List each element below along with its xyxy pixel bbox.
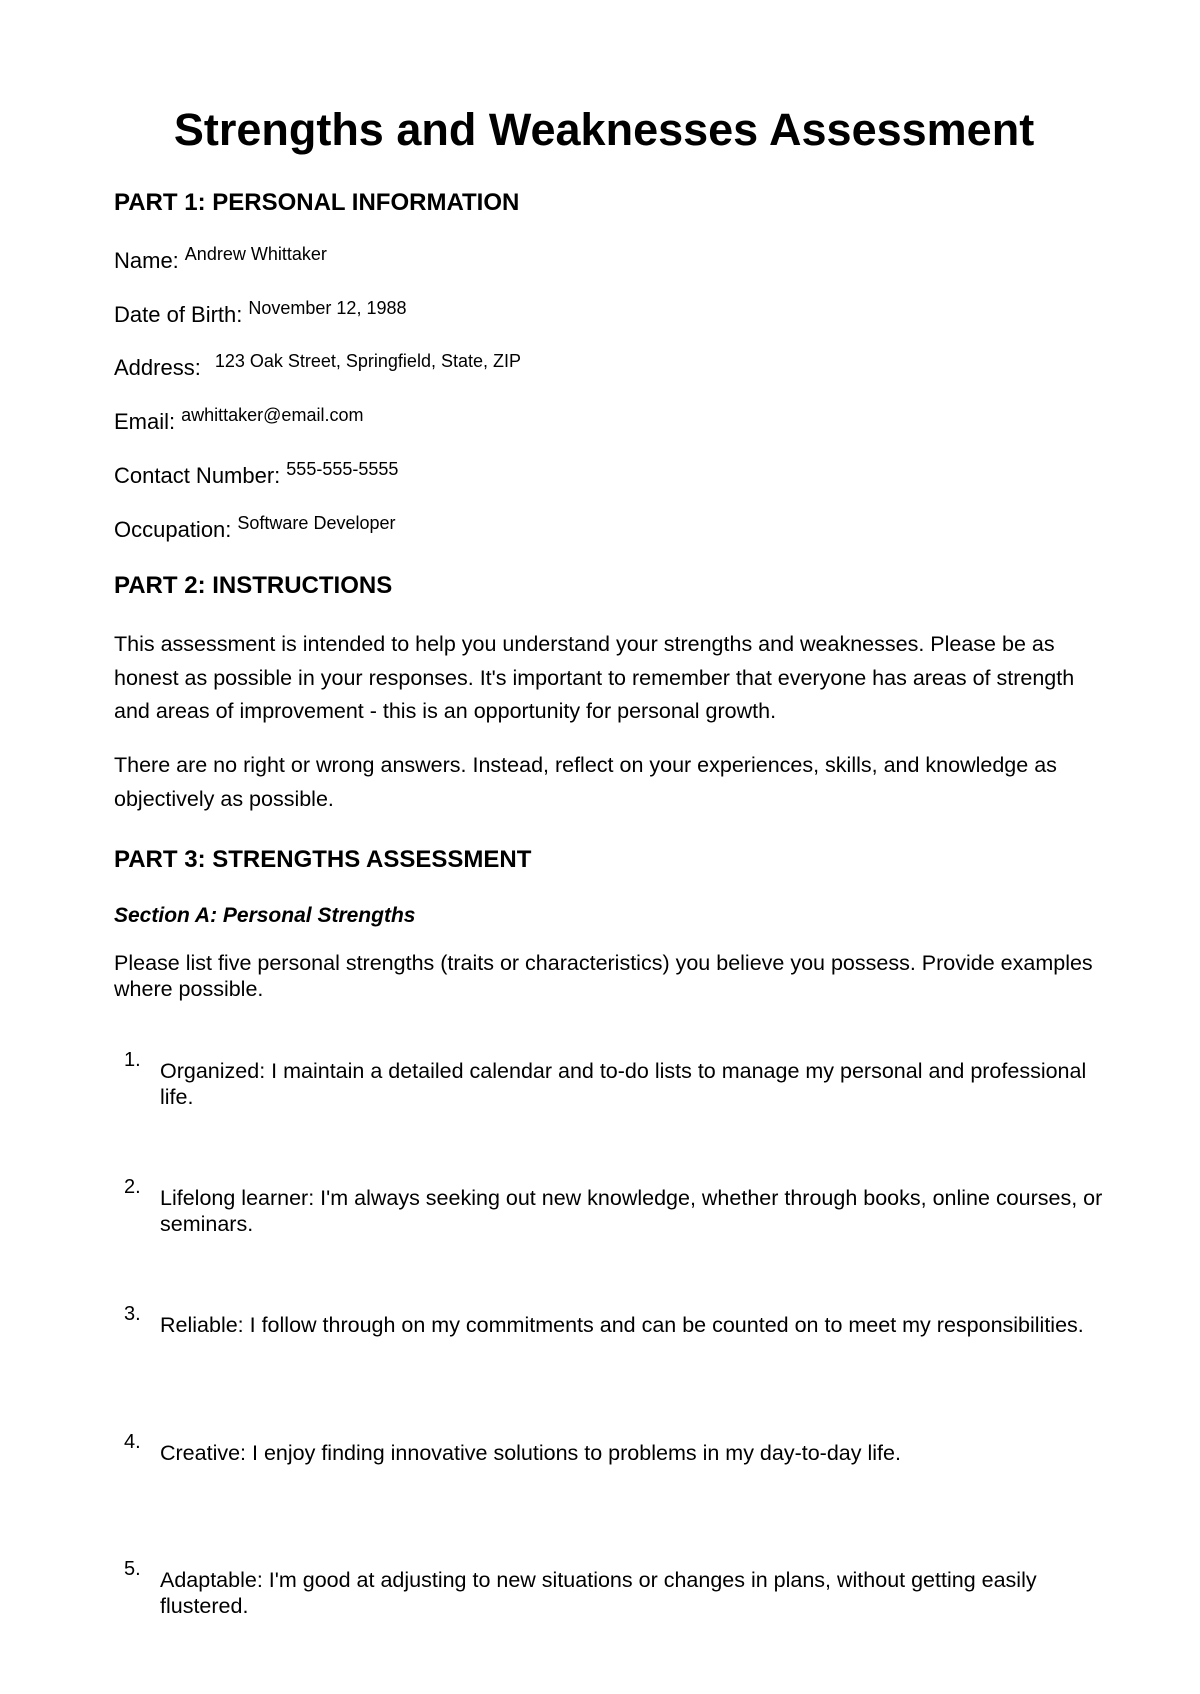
strength-item-text: Reliable: I follow through on my commitments and can be counted on to meet my responsibilities.	[160, 1313, 1084, 1337]
part1-heading: PART 1: PERSONAL INFORMATION	[114, 189, 520, 216]
strength-item-text: Organized: I maintain a detailed calendar and to-do lists to manage my personal and professional life.	[160, 1059, 1087, 1109]
dob-value: November 12, 1988	[248, 298, 407, 318]
occupation-field	[114, 511, 396, 543]
email-field	[114, 403, 363, 435]
name-label: Name:	[114, 248, 179, 273]
instructions-paragraph-1: This assessment is intended to help you understand your strengths and weaknesses. Please be as honest as possible in your responses. It's important to remember that everyone has areas of strength and areas of improvement - this is an opportunity for personal growth.	[114, 632, 1075, 723]
part2-heading: PART 2: INSTRUCTIONS	[114, 572, 393, 599]
address-value: 123 Oak Street, Springfield, State, ZIP	[214, 351, 521, 371]
occupation-label: Occupation:	[114, 517, 232, 542]
section-a-prompt: Please list five personal strengths (traits or characteristics) you believe you possess. Provide examples where possible.	[114, 951, 1093, 1001]
email-value: awhittaker@email.com	[181, 405, 364, 425]
contact-number-value: 555-555-5555	[286, 459, 399, 479]
part3-heading: PART 3: STRENGTHS ASSESSMENT	[114, 846, 532, 873]
strength-item-text: Lifelong learner: I'm always seeking out new knowledge, whether through books, online courses, or seminars.	[160, 1186, 1103, 1236]
occupation-value: Software Developer	[237, 513, 396, 533]
instructions-paragraph-2: There are no right or wrong answers. Instead, reflect on your experiences, skills, and knowledge as objectively as possible.	[114, 753, 1057, 811]
dob-label: Date of Birth:	[114, 302, 243, 327]
email-label: Email:	[114, 409, 176, 434]
document-title: Strengths and Weaknesses Assessment	[173, 104, 1035, 155]
strength-item-number: 2.	[124, 1176, 141, 1198]
address-field	[114, 349, 521, 381]
name-field	[114, 242, 327, 274]
strength-item-text: Creative: I enjoy finding innovative solutions to problems in my day-to-day life.	[160, 1441, 901, 1465]
contact-number-field	[114, 457, 398, 489]
strength-item-number: 3.	[124, 1303, 141, 1325]
section-a-heading: Section A: Personal Strengths	[114, 904, 416, 927]
strength-item-number: 5.	[124, 1558, 141, 1580]
name-value: Andrew Whittaker	[184, 244, 327, 264]
strength-item-number: 1.	[124, 1049, 141, 1071]
dob-field	[114, 296, 407, 328]
contact-number-label: Contact Number:	[114, 463, 281, 488]
address-label: Address:	[114, 355, 201, 380]
strength-item-text: Adaptable: I'm good at adjusting to new situations or changes in plans, without getting easily flustered.	[160, 1568, 1037, 1618]
strength-item-number: 4.	[124, 1431, 141, 1453]
